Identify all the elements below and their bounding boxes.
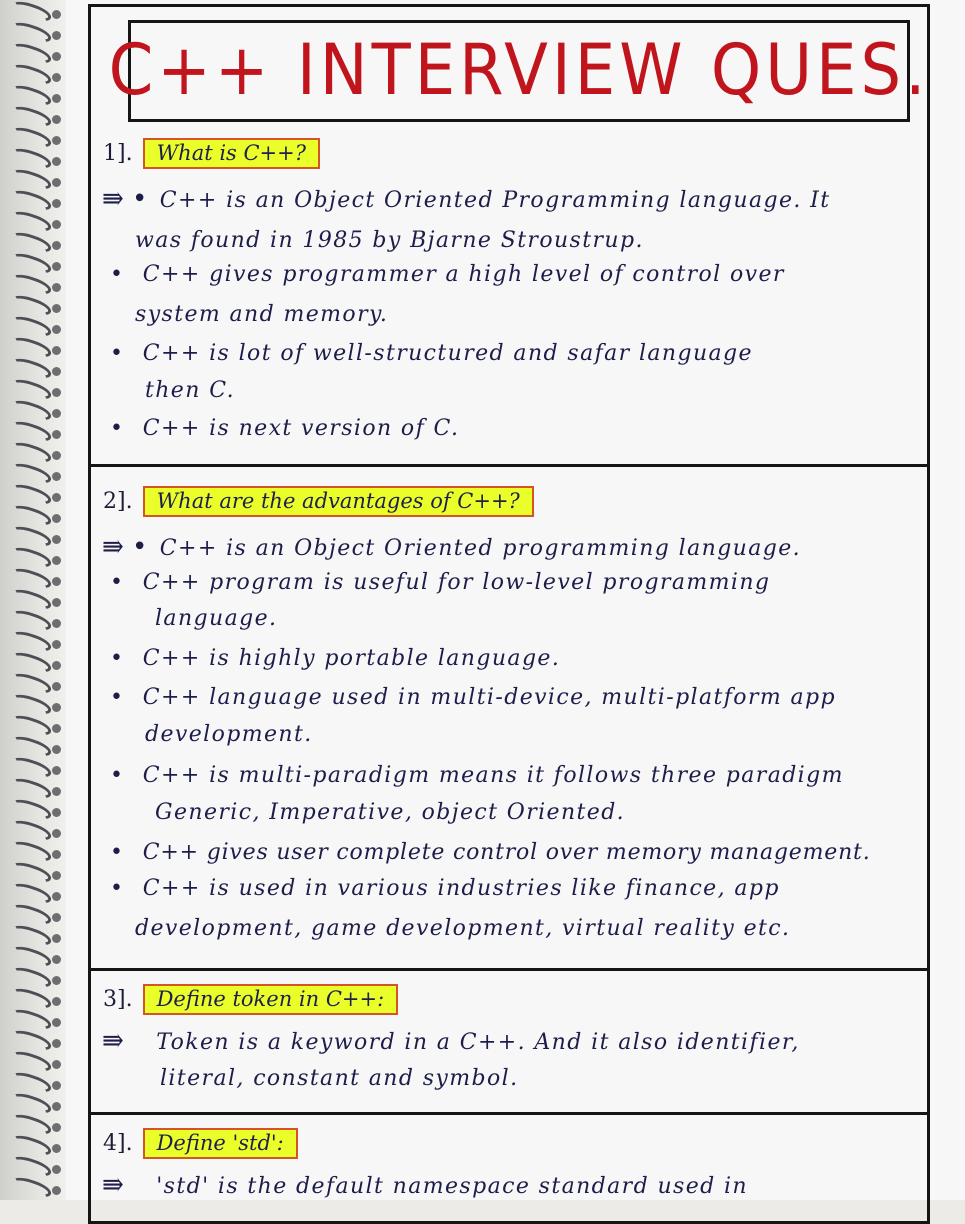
spiral-ring [9,1174,54,1201]
binding-hole [52,913,61,922]
spiral-ring [9,103,54,130]
binding-hole [52,346,61,355]
answer-text: language. [155,606,278,631]
answer-text: was found in 1985 by Bjarne Stroustrup. [135,228,644,253]
binding-hole [52,934,61,943]
spiral-binding [0,0,70,1200]
spiral-ring [9,1153,54,1180]
binding-hole [52,472,61,481]
binding-hole [52,325,61,334]
answer-text: C++ gives programmer a high level of control over [142,262,785,287]
answer-line [110,341,753,366]
binding-hole [52,1144,61,1153]
binding-hole [52,682,61,691]
spiral-ring [9,817,54,844]
question-label: Define token in C++: [143,984,399,1015]
spiral-ring [9,313,54,340]
spiral-ring [9,376,54,403]
binding-hole [52,577,61,586]
answer-text: development, game development, virtual reality etc. [135,916,791,941]
binding-hole [52,136,61,145]
spiral-ring [9,586,54,613]
binding-hole [52,304,61,313]
binding-hole [52,220,61,229]
binding-hole [52,892,61,901]
spiral-ring [9,1111,54,1138]
spiral-ring [9,187,54,214]
binding-hole [52,31,61,40]
binding-hole [52,535,61,544]
answer-text: C++ is next version of C. [142,416,460,441]
binding-hole [52,430,61,439]
spiral-ring [9,628,54,655]
spiral-ring [9,691,54,718]
binding-hole [52,976,61,985]
answer-text: C++ is an Object Oriented Programming language. It [159,188,831,213]
spiral-ring [9,859,54,886]
question-label: What is C++? [143,138,320,169]
answer-line [110,570,770,595]
spiral-ring [9,607,54,634]
binding-hole [52,829,61,838]
spiral-ring [9,19,54,46]
answer-line [110,840,871,865]
spiral-ring [9,712,54,739]
spiral-ring [9,439,54,466]
spiral-ring [9,943,54,970]
bullet: • [110,570,125,595]
spiral-ring [9,838,54,865]
answer-text: literal, constant and symbol. [160,1066,519,1091]
spiral-ring [9,733,54,760]
binding-hole [52,661,61,670]
binding-hole [52,409,61,418]
section-divider [88,968,930,971]
answer-line [160,1066,518,1091]
spiral-ring [9,544,54,571]
question-3 [103,984,398,1015]
bullet: • [110,646,125,671]
binding-hole [52,10,61,19]
spiral-ring [9,796,54,823]
binding-hole [52,808,61,817]
spiral-ring [9,1048,54,1075]
page-title: C++ INTERVIEW QUES. [108,30,930,112]
answer-text: Generic, Imperative, object Oriented. [155,800,626,825]
answer-text: C++ is lot of well-structured and safar language [142,341,753,366]
spiral-ring [9,1069,54,1096]
answer-text: C++ is an Object Oriented programming language. [159,536,802,561]
spiral-ring [9,124,54,151]
spiral-ring [9,355,54,382]
binding-hole [52,1102,61,1111]
answer-line [155,800,625,825]
section-divider [88,464,930,467]
spiral-ring [9,1027,54,1054]
spiral-ring [9,250,54,277]
spiral-ring [9,166,54,193]
binding-hole [52,241,61,250]
answer-line [110,876,780,901]
answer-line [135,228,644,253]
question-4 [103,1128,298,1159]
spiral-ring [9,649,54,676]
binding-hole [52,1060,61,1069]
title-box [108,20,930,122]
answer-text: development. [145,722,313,747]
answer-line [145,378,235,403]
binding-hole [52,745,61,754]
spiral-ring [9,0,54,25]
spiral-ring [9,61,54,88]
binding-hole [52,199,61,208]
answer-text: C++ is highly portable language. [142,646,561,671]
spiral-ring [9,229,54,256]
answer-text: C++ language used in multi-device, multi-platform app [142,685,836,710]
binding-hole [52,1165,61,1174]
answer-line [110,685,836,710]
answer-line [155,606,277,631]
spiral-ring [9,40,54,67]
binding-hole [52,787,61,796]
spiral-ring [9,82,54,109]
question-number: 3]. [103,987,133,1012]
binding-hole [52,451,61,460]
answer-line [102,1170,748,1200]
answer-text: system and memory. [135,302,389,327]
bullet: • [110,262,125,287]
binding-hole [52,997,61,1006]
answer-text: Token is a keyword in a C++. And it also identifier, [156,1030,800,1055]
spiral-ring [9,292,54,319]
binding-hole [52,115,61,124]
spiral-ring [9,418,54,445]
binding-hole [52,598,61,607]
answer-line [110,646,560,671]
spiral-ring [9,754,54,781]
binding-hole [52,367,61,376]
question-number: 4]. [103,1131,133,1156]
answer-line [135,916,790,941]
spiral-ring [9,1090,54,1117]
spiral-ring [9,670,54,697]
binding-hole [52,73,61,82]
question-label: Define 'std': [143,1128,298,1159]
answer-line [110,763,844,788]
binding-hole [52,556,61,565]
bullet: • [110,840,125,865]
binding-hole [52,178,61,187]
question-number: 1]. [103,141,133,166]
bullet: • [110,763,125,788]
answer-line [110,262,785,287]
question-number: 2]. [103,489,133,514]
spiral-ring [9,271,54,298]
answer-line [110,416,459,441]
binding-hole [52,94,61,103]
answer-text: C++ is used in various industries like finance, app [142,876,780,901]
bullet: • [110,685,125,710]
spiral-ring [9,1006,54,1033]
answer-line [135,302,388,327]
answer-marker: ⇛ • [102,532,148,562]
binding-hole [52,52,61,61]
spiral-ring [9,460,54,487]
binding-hole [52,1018,61,1027]
spiral-ring [9,502,54,529]
binding-hole [52,1186,61,1195]
section-divider [88,1112,930,1115]
question-2 [103,486,534,517]
answer-text: C++ gives user complete control over memory management. [142,840,871,865]
binding-hole [52,262,61,271]
bullet: • [110,341,125,366]
binding-hole [52,1081,61,1090]
answer-marker: ⇛ • [102,184,148,214]
answer-marker: ⇛ [102,1026,124,1056]
binding-hole [52,1039,61,1048]
binding-hole [52,619,61,628]
spiral-ring [9,208,54,235]
binding-hole [52,157,61,166]
question-1 [103,138,320,169]
bullet: • [110,876,125,901]
answer-line [102,184,831,214]
spiral-ring [9,880,54,907]
spiral-ring [9,775,54,802]
answer-text: then C. [145,378,236,403]
binding-hole [52,514,61,523]
answer-text: C++ program is useful for low-level programming [142,570,771,595]
binding-hole [52,388,61,397]
binding-hole [52,640,61,649]
binding-hole [52,703,61,712]
answer-marker: ⇛ [102,1170,124,1200]
binding-hole [52,850,61,859]
answer-text: 'std' is the default namespace standard used in [156,1174,749,1199]
answer-line [145,722,313,747]
binding-hole [52,493,61,502]
answer-text: C++ is multi-paradigm means it follows three paradigm [142,763,844,788]
spiral-ring [9,145,54,172]
answer-line [102,1026,800,1056]
question-label: What are the advantages of C++? [143,486,534,517]
binding-hole [52,766,61,775]
spiral-ring [9,964,54,991]
binding-hole [52,1123,61,1132]
spiral-ring [9,985,54,1012]
spiral-ring [9,481,54,508]
binding-hole [52,955,61,964]
spiral-ring [9,922,54,949]
spiral-ring [9,523,54,550]
answer-line [102,532,801,562]
bullet: • [110,416,125,441]
binding-hole [52,724,61,733]
spiral-ring [9,334,54,361]
spiral-ring [9,901,54,928]
spiral-ring [9,397,54,424]
spiral-ring [9,1132,54,1159]
binding-hole [52,871,61,880]
spiral-ring [9,565,54,592]
binding-hole [52,283,61,292]
